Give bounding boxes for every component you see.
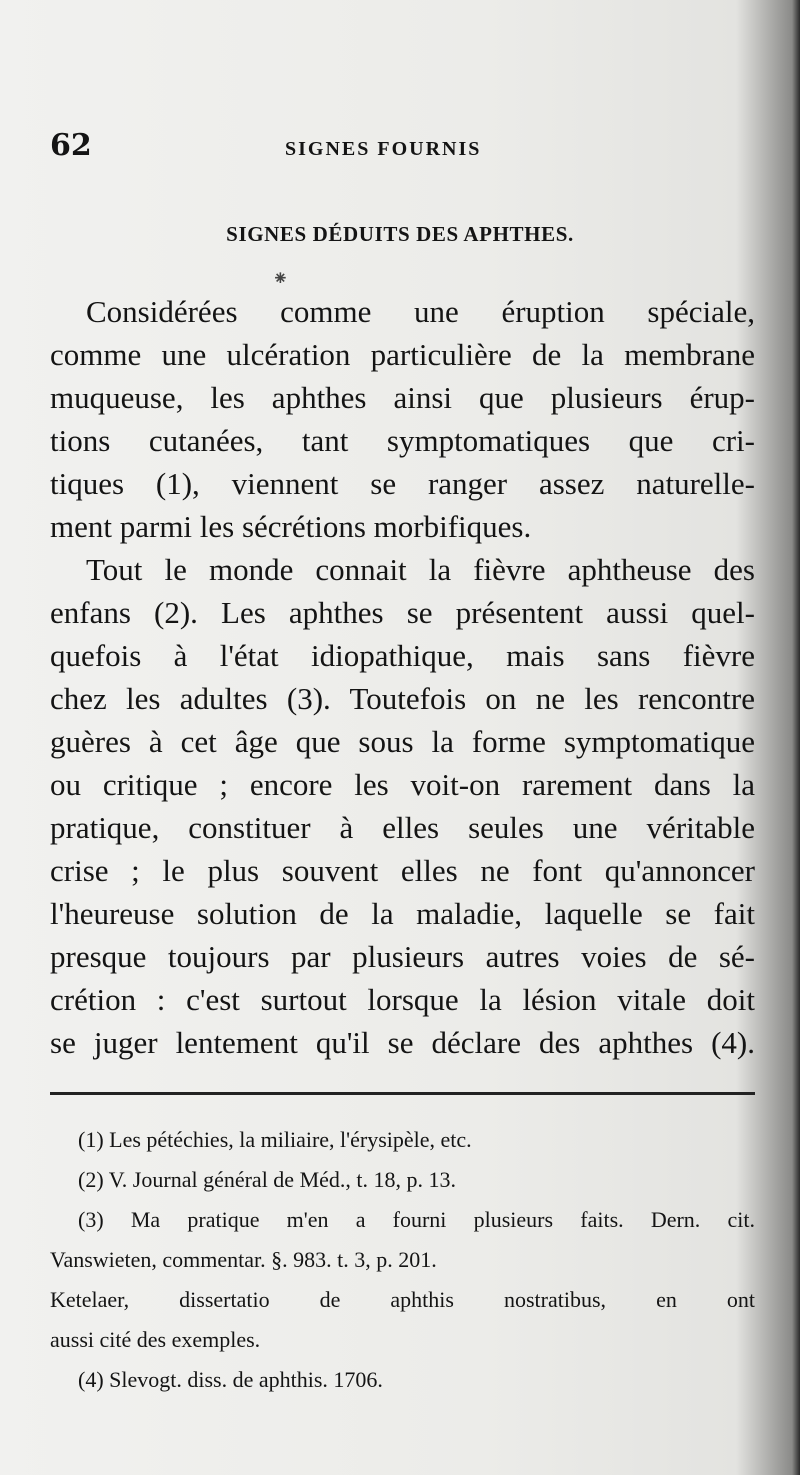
text-line: comme une ulcération particulière de la membrane (50, 337, 755, 372)
text-line: crétion : c'est surtout lorsque la lésion vitale doit (50, 982, 755, 1017)
ornament-icon: ⁕ (272, 266, 289, 290)
running-head: SIGNES FOURNIS (285, 138, 482, 160)
footnote-2: (2) V. Journal général de Méd., t. 18, p. 13. (78, 1167, 457, 1192)
text-line: ou critique ; encore les voit-on rarement dans la (50, 767, 755, 802)
text-line: pratique, constituer à elles seules une véritable (50, 810, 755, 845)
text-line: ment parmi les sécrétions morbifiques. (50, 509, 532, 544)
body-text (50, 290, 755, 1064)
text-line: se juger lentement qu'il se déclare des aphthes (4). (50, 1025, 755, 1060)
text-line: presque toujours par plusieurs autres voies de sé- (50, 939, 755, 974)
paragraph-2 (50, 548, 755, 1064)
footnote-4: (4) Slevogt. diss. de aphthis. 1706. (78, 1367, 383, 1392)
text-line: chez les adultes (3). Toutefois on ne les rencontre (50, 681, 755, 716)
footnote-3-continued: Ketelaer, dissertatio de aphthis nostratibus, en ont (50, 1287, 755, 1312)
footnote-1: (1) Les pétéchies, la miliaire, l'érysipèle, etc. (78, 1127, 472, 1152)
text-line: crise ; le plus souvent elles ne font qu'annoncer (50, 853, 755, 888)
text-line: l'heureuse solution de la maladie, laquelle se fait (50, 896, 755, 931)
footnote-3-continued: aussi cité des exemples. (50, 1327, 261, 1352)
text-line: Considérées comme une éruption spéciale, (86, 294, 755, 329)
footnote-divider (50, 1092, 755, 1095)
text-line: guères à cet âge que sous la forme symptomatique (50, 724, 755, 759)
text-line: quefois à l'état idiopathique, mais sans fièvre (50, 638, 755, 673)
text-line: tions cutanées, tant symptomatiques que cri- (50, 423, 755, 458)
text-line: Tout le monde connait la fièvre aphtheuse des (86, 552, 755, 587)
page-number: 62 (50, 128, 92, 163)
paragraph-1 (50, 290, 755, 548)
text-line: tiques (1), viennent se ranger assez naturelle- (50, 466, 755, 501)
footnotes (50, 1120, 755, 1400)
page-header (50, 128, 755, 168)
section-title: SIGNES DÉDUITS DES APHTHES. (226, 222, 574, 246)
footnote-3: (3) Ma pratique m'en a fourni plusieurs faits. Dern. cit. (78, 1207, 755, 1232)
text-line: muqueuse, les aphthes ainsi que plusieurs érup- (50, 380, 755, 415)
footnote-3-continued: Vanswieten, commentar. §. 983. t. 3, p. 201. (50, 1247, 437, 1272)
text-line: enfans (2). Les aphthes se présentent aussi quel- (50, 595, 755, 630)
